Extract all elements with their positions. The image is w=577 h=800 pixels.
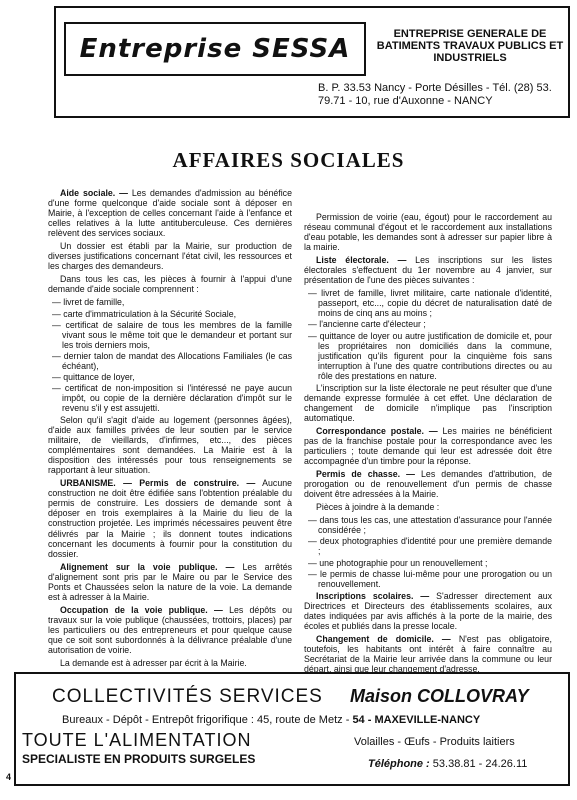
aide-logement-paragraph: Selon qu'il s'agit d'aide au logement (personnes âgées), d'aide aux familles privées de leur soutien par le service militaire, de vieillards, d'infirmes, etc..., des pièces complémentaires sont demandées. La Mairie est à la disposition des intéressés pour tous renseignements se rapportant à leur situation.	[48, 414, 292, 476]
list-item: — dans tous les cas, une attestation d'assurance pour l'année considérée ;	[304, 515, 552, 535]
telephone-label: Téléphone :	[368, 758, 430, 770]
alignement-heading: Alignement sur la voie publique. —	[60, 561, 235, 572]
sessa-logo	[64, 22, 366, 76]
chasse-pieces-list	[304, 515, 552, 588]
telephone-numbers: 53.38.81 - 24.26.11	[432, 758, 528, 770]
ad-entreprise-sessa	[54, 6, 570, 118]
correspondance-paragraph: Correspondance postale. — Les mairies ne bénéficient pas de la franchise postale pour la correspondance avec les particuliers ; toute demande qui leur est adressée doit être accompagnée d'un timbre pour la réponse.	[304, 425, 552, 467]
list-item: — carte d'immatriculation à la Sécurité Sociale,	[48, 309, 292, 319]
occupation-demande-paragraph: La demande est à adresser par écrit à la Mairie.	[60, 658, 247, 669]
right-column	[304, 212, 552, 677]
left-column	[48, 188, 292, 671]
list-item: — livret de famille, livret militaire, carte nationale d'identité, passeport, etc..., copie du décret de naturalisation daté de moins de cinq ans au moins ;	[304, 288, 552, 318]
liste-electorale-heading: Liste électorale. —	[316, 255, 407, 266]
aide-sociale-paragraph: Aide sociale. — Les demandes d'admission au bénéfice d'une forme quelconque d'aide sociale sont à déposer en Mairie, à l'exception de celles concernant l'aide à l'enfance et celles relatives à la lutte antituberculeuse. Ces dernières relèvent des services sociaux.	[48, 188, 292, 239]
alignement-paragraph: Alignement sur la voie publique. — Les arrêtés d'alignement sont pris par le Maire ou par le Service des Ponts et Chaussées selon la nature de la voie. La demande est à adresser à la Mairie.	[48, 561, 293, 602]
changement-domicile-paragraph: Changement de domicile. — N'est pas obligatoire, toutefois, les habitants ont intérêt à faire connaître au Secrétariat de la Mairie leur arrivée dans la commune ou leur départ, ainsi que leur changement d'adresse.	[304, 633, 552, 674]
aide-sociale-heading: Aide sociale. —	[60, 188, 128, 198]
aide-pieces-list	[48, 297, 292, 413]
list-item: — certificat de non-imposition si l'intéressé ne paye aucun impôt, ou copie de la dernière déclaration d'impôt sur le revenu s'il y est assujetti.	[48, 383, 292, 413]
voirie-paragraph: Permission de voirie (eau, égout) pour le raccordement au réseau communal d'égout et le raccordement aux installations d'eau potable, les demandes sont à adresser sur papier libre à la mairie.	[304, 212, 552, 253]
liste-electorale-paragraph: Liste électorale. — Les inscriptions sur les listes électorales s'effectuent du 1er novembre au 4 janvier, sur présentation de l'une des pièces suivantes :	[304, 255, 552, 286]
page-number: 4	[6, 772, 12, 782]
list-item: — l'ancienne carte d'électeur ;	[304, 319, 552, 329]
liste-inscription-paragraph: L'inscription sur la liste électorale ne peut résulter que d'une demande expresse formulée à cet effet. Une déclaration de changement de domicile n'implique pas l'inscription automatique.	[304, 382, 552, 423]
page-title: AFFAIRES SOCIALES	[172, 148, 405, 172]
urbanisme-paragraph: URBANISME. — Permis de construire. — Aucune construction ne doit être édifiée sans l'obtention préalable du permis de construire. Les dossiers de demande sont à déposer en trois exemplaires à la Mairie du lieu de la construction projetée. Les imprimés nécessaires peuvent être délivrés par la Mairie ; ils donnent toutes indications concernant les documents à fournir pour la constitution du dossier.	[48, 478, 292, 559]
liste-pieces-list	[304, 288, 552, 380]
chasse-heading: Permis de chasse. —	[316, 469, 415, 480]
occupation-paragraph: Occupation de la voie publique. — Les dépôts ou travaux sur la voie publique (chaussées, trottoirs, places) par les particuliers ou des entrepreneurs et pour quelque cause que ce soit sont subordonnés à la délivrance préalable d'une autorisation de voirie.	[48, 604, 292, 656]
surgeles-line: SPECIALISTE EN PRODUITS SURGELES	[22, 752, 256, 766]
produits-line: Volailles - Œufs - Produits laitiers	[354, 736, 515, 748]
sessa-tagline: ENTREPRISE GENERALE DE BATIMENTS TRAVAUX PUBLICS ET INDUSTRIELS	[376, 28, 564, 64]
alimentation-heading: TOUTE L'ALIMENTATION	[22, 730, 252, 750]
inscriptions-scolaires-heading: Inscriptions scolaires. —	[316, 590, 430, 601]
telephone-line	[368, 758, 527, 770]
urbanisme-heading: URBANISME. — Permis de construire. —	[60, 478, 256, 489]
collovray-city: 54 - MAXEVILLE-NANCY	[352, 714, 481, 726]
correspondance-heading: Correspondance postale. —	[316, 425, 438, 436]
chasse-pieces-paragraph: Pièces à joindre à la demande :	[316, 502, 440, 513]
aide-pieces-paragraph: Dans tous les cas, les pièces à fournir à l'appui d'une demande d'aide sociale comprennent :	[48, 274, 292, 295]
inscriptions-scolaires-paragraph: Inscriptions scolaires. — S'adresser directement aux Directrices et Directeurs des établissements scolaires, aux dates indiquées par avis affichés à la porte de la mairie, des écoles et publiés dans la presse locale.	[304, 590, 553, 631]
occupation-heading: Occupation de la voie publique. —	[60, 604, 223, 615]
sessa-name: Entreprise SESSA	[79, 34, 351, 64]
list-item: — certificat de salaire de tous les membres de la famille vivant sous le même toit que le demandeur et portant sur les trois derniers mois,	[48, 320, 292, 350]
collovray-address: Bureaux - Dépôt - Entrepôt frigorifique : 45, route de Metz - 54 - MAXEVILLE-NANCY	[62, 714, 481, 726]
list-item: — livret de famille,	[48, 297, 292, 307]
list-item: — deux photographies d'identité pour une première demande ;	[304, 536, 552, 556]
ad-collectivites-services	[14, 672, 570, 786]
list-item: — quittance de loyer ou autre justification de domicile et, pour les propriétaires non domiciliés dans la commune, justification qu'ils figurent pour la cinquième fois sans interruption à l'une des quatre contributions directes ou au rôle des prestations en nature.	[304, 331, 552, 381]
maison-collovray: Maison COLLOVRAY	[350, 686, 529, 706]
aide-dossier-paragraph: Un dossier est établi par la Mairie, sur production de diverses justifications concernant l'état civil, les ressources et les charges des demandeurs.	[48, 241, 292, 272]
sessa-address: B. P. 33.53 Nancy - Porte Désilles - Tél. (28) 53. 79.71 - 10, rue d'Auxonne - NANCY	[318, 82, 552, 107]
chasse-paragraph: Permis de chasse. — Les demandes d'attribution, de prorogation ou de renouvellement d'un permis de chasse doivent être adressées à la Mairie.	[304, 469, 552, 500]
collectivites-brand: COLLECTIVITÉS SERVICES	[52, 686, 323, 707]
list-item: — quittance de loyer,	[48, 372, 292, 382]
list-item: — une photographie pour un renouvellement ;	[304, 558, 552, 568]
list-item: — dernier talon de mandat des Allocations Familiales (le cas échéant),	[48, 351, 292, 371]
changement-domicile-heading: Changement de domicile. —	[316, 633, 451, 644]
list-item: — le permis de chasse lui-même pour une prorogation ou un renouvellement.	[304, 569, 552, 589]
